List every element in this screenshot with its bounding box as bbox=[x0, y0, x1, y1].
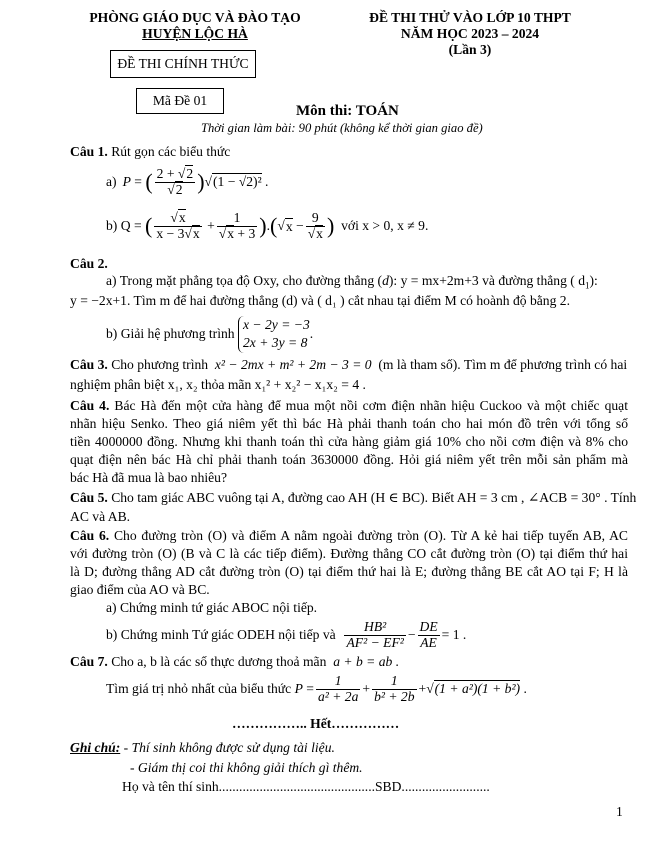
district-name: HUYỆN LỘC HÀ bbox=[142, 26, 248, 41]
fraction-2-denominator: AE bbox=[420, 634, 437, 650]
official-exam-box bbox=[110, 50, 256, 78]
question-2a-line2: y = −2x+1. Tìm m để hai đường thẳng (d) và ( d₁ ) cắt nhau tại điểm M có hoành độ bằng 2. bbox=[70, 293, 570, 308]
question-1b-condition: với x > 0, x ≠ 9. bbox=[341, 218, 429, 233]
question-1-text: Rút gọn các biểu thức bbox=[111, 144, 231, 159]
official-exam-label: ĐỀ THI CHÍNH THỨC bbox=[117, 56, 249, 71]
question-2a-start: a) Trong mặt phẳng tọa độ Oxy, cho đường thẳng ( bbox=[106, 273, 383, 288]
question-3-line2: nghiệm phân biệt x₁, x₂ thỏa mãn x₁² + x₂² − x₁x₂ = 4 . bbox=[70, 377, 366, 392]
note-2: - Giám thị coi thi không giải thích gì thêm. bbox=[130, 760, 363, 775]
question-5-text: Cho tam giác ABC vuông tại A, đường cao AH (H ∈ BC). Biết AH = 3 cm , ∠ACB = 30° . Tính bbox=[111, 490, 637, 505]
question-6b-end: = 1 . bbox=[441, 627, 467, 642]
time-limit: Thời gian làm bài: 90 phút (không kể thời gian giao đề) bbox=[201, 121, 483, 135]
question-6-label: Câu 6. bbox=[70, 528, 110, 543]
note-label: Ghi chú: bbox=[70, 740, 121, 755]
question-1a-label: a) bbox=[106, 174, 117, 189]
line-d-symbol: d bbox=[382, 273, 389, 288]
question-5-line1 bbox=[70, 490, 636, 506]
question-3-label: Câu 3. bbox=[70, 357, 108, 372]
question-1 bbox=[70, 144, 230, 160]
equation-2: 2x + 3y = 8 bbox=[242, 335, 308, 351]
question-7-line2: Tìm giá trị nhỏ nhất của biểu thức P = $\frac{1}{\text{a² + 2a}}$ + $\frac{1}{\text{b² + 2b}}$ + √(1 + a²)(1 + b²) . bbox=[106, 673, 527, 704]
end-marker: …………….. Hết…………… bbox=[232, 716, 400, 731]
question-3-start: Cho phương trình bbox=[111, 357, 209, 372]
question-6b-text: b) Chứng minh Tứ giác ODEH nội tiếp và bbox=[106, 627, 336, 642]
question-7-text: Cho a, b là các số thực dương thoả mãn bbox=[111, 654, 327, 669]
question-4-line5: bác Hà đã mua là bao nhiêu? bbox=[70, 470, 228, 485]
exam-code-box bbox=[136, 88, 224, 114]
question-6a: a) Chứng minh tứ giác ABOC nội tiếp. bbox=[106, 600, 318, 615]
question-6b-fraction-2 bbox=[418, 620, 440, 650]
note-line1 bbox=[70, 740, 335, 756]
question-1b-expression: b) Q = ( $\frac{√x}{x - 3√x}$ + $\frac{1}{√x + 3}$ ) . ( √ x − $\frac{9}{√x}$ ) với x > 0, x ≠ 9. bbox=[106, 210, 429, 241]
question-4-text: Bác Hà đến một cửa hàng để mua một nồi cơm điện nhãn hiệu Cuckoo và một chiếc quạt bbox=[114, 398, 628, 413]
question-1b-label: b) bbox=[106, 218, 118, 233]
question-4-line4: quạt điện nên bác Hà chỉ phải thanh toán 3630000 đồng. Hỏi giá niêm yết trên mỗi sản phẩm mà bbox=[70, 452, 628, 467]
question-7-line1 bbox=[70, 654, 399, 670]
exam-title: ĐỀ THI THỬ VÀO LỚP 10 THPT bbox=[369, 10, 571, 25]
question-3-end: (m là tham số). Tìm m để phương trình có hai bbox=[378, 357, 628, 372]
question-1-label: Câu 1. bbox=[70, 144, 108, 159]
question-6b: b) Chứng minh Tứ giác ODEH nội tiếp và $\frac{\text{HB²}}{\text{AF² − EF²}}$ − $\frac{DE}{AE}$ = 1 . bbox=[106, 619, 467, 650]
question-7-prompt: Tìm giá trị nhỏ nhất của biểu thức bbox=[106, 681, 292, 696]
question-2b-label: b) Giải hệ phương trình bbox=[106, 326, 235, 342]
note-1: - Thí sinh không được sử dụng tài liệu. bbox=[123, 740, 335, 755]
subject-title: Môn thi: TOÁN bbox=[296, 103, 399, 119]
question-5-line2: AC và AB. bbox=[70, 509, 131, 524]
fraction-1-denominator: AF² − EF² bbox=[346, 634, 404, 650]
question-6-line2: với đường tròn (O) (B và C là các tiếp điểm). Đường thẳng CO cắt đường tròn (O) tại điểm thứ hai bbox=[70, 546, 628, 561]
question-4-label: Câu 4. bbox=[70, 398, 110, 413]
question-4-line2: nhãn hiệu Senko. Theo giá niêm yết thì bác Hà phải thanh toán cho hai món đồ trên với tổng số bbox=[70, 416, 628, 431]
fraction-1-numerator: HB² bbox=[344, 620, 405, 635]
question-6-line4: giao điểm của AO và BC. bbox=[70, 582, 210, 597]
question-2-label: Câu 2. bbox=[70, 256, 108, 271]
question-6-line3: là D; đường thẳng AD cắt đường tròn (O) tại điểm thứ hai là E; đường thẳng BE cắt AO tại F; H là bbox=[70, 564, 628, 579]
question-2a-end: ): bbox=[589, 273, 598, 288]
question-2a-line1: a) Trong mặt phẳng tọa độ Oxy, cho đường thẳng (d): y = mx+2m+3 và đường thẳng ( $d_1$): bbox=[106, 273, 598, 291]
page-number: 1 bbox=[616, 804, 623, 819]
exam-code: Mã Đề 01 bbox=[152, 93, 208, 108]
question-5-label: Câu 5. bbox=[70, 490, 108, 505]
school-year: NĂM HỌC 2023 – 2024 bbox=[400, 26, 540, 41]
question-2b: b) Giải hệ phương trình x − 2y = −3 2x + 3y = 8 . bbox=[106, 316, 313, 353]
candidate-info-line: Họ và tên thí sinh..............................................SBD.......................... bbox=[122, 779, 490, 794]
attempt-number: (Lần 3) bbox=[448, 42, 492, 57]
question-6-line1 bbox=[70, 528, 628, 544]
question-7-label: Câu 7. bbox=[70, 654, 108, 669]
equation-1: x − 2y = −3 bbox=[242, 317, 310, 332]
question-2a-mid: ): y = mx+2m+3 và đường thẳng ( d bbox=[388, 273, 586, 288]
question-3-equation: x² − 2mx + m² + 2m − 3 = 0 bbox=[214, 357, 372, 372]
question-3-line1 bbox=[70, 357, 627, 373]
question-4-line3: tiền 4000000 đồng. Nhưng khi thanh toán thì cửa hàng giảm giá 10% cho nồi cơm điện và 8% cho bbox=[70, 434, 628, 449]
fraction-2-numerator: DE bbox=[419, 619, 438, 635]
equation-system bbox=[238, 316, 310, 353]
department-name: PHÒNG GIÁO DỤC VÀ ĐÀO TẠO bbox=[89, 10, 301, 25]
frac-1-denominator: a² + 2a bbox=[317, 688, 359, 704]
question-6-text: Cho đường tròn (O) và điểm A nằm ngoài đường tròn (O). Từ A kẻ hai tiếp tuyến AB, AC bbox=[109, 528, 628, 543]
sqrt-expression: (1 + a²)(1 + b²) bbox=[434, 681, 521, 696]
question-6b-fraction-1 bbox=[344, 620, 405, 650]
question-7-condition: a + b = ab . bbox=[333, 654, 400, 669]
question-1a-expression: a) P = ( $\frac{2 + √2}{√2}$ ) √(1 − √2)² . bbox=[106, 166, 269, 197]
question-4-line1 bbox=[70, 398, 628, 414]
frac-2-denominator: b² + 2b bbox=[374, 688, 415, 704]
